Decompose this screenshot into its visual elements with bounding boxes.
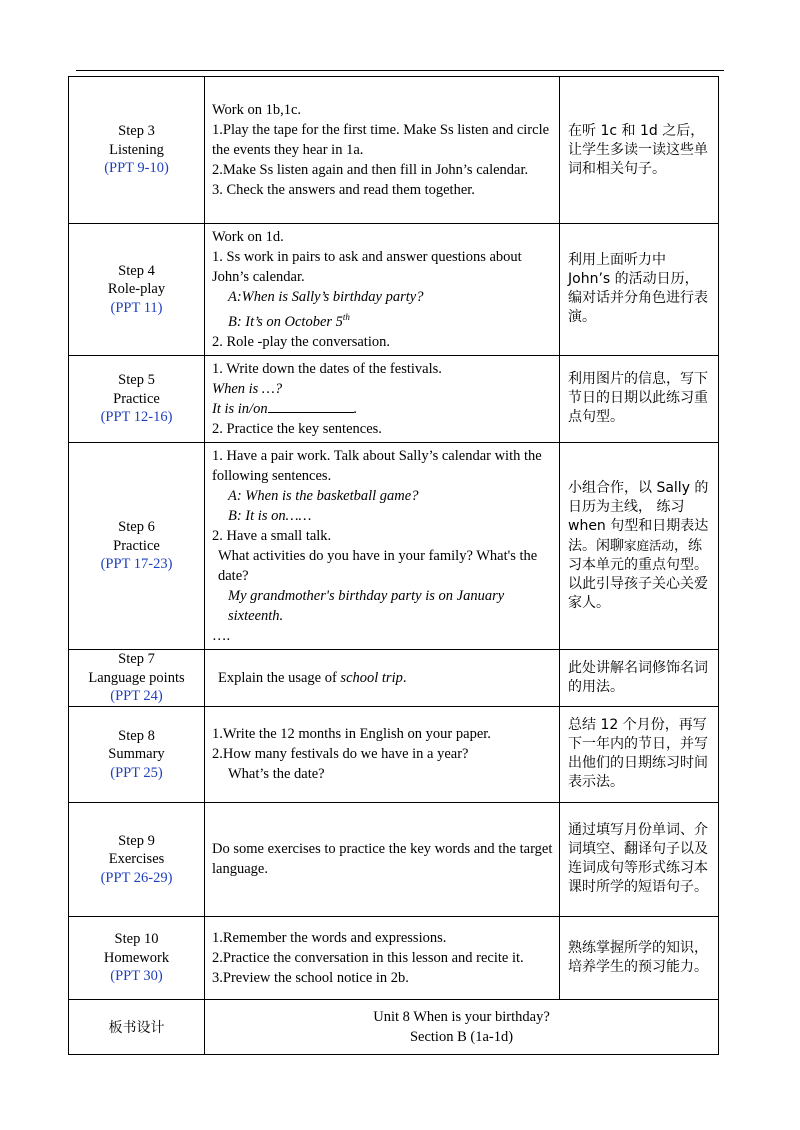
activity-cell bbox=[205, 916, 560, 999]
step-title: Step 3 bbox=[118, 123, 155, 140]
ppt-ref: (PPT 30) bbox=[110, 968, 163, 985]
note-cell: 通过填写月份单词、介词填空、翻译句子以及连词成句等形式练习本课时所学的短语句子。 bbox=[560, 802, 719, 916]
pattern-text: It is in/on bbox=[212, 400, 268, 417]
note-cell: 熟练掌握所学的知识，培养学生的预习能力。 bbox=[560, 916, 719, 999]
key-phrase: school trip bbox=[340, 669, 403, 686]
table-row-step-10 bbox=[69, 916, 719, 999]
activity-line: …. bbox=[212, 627, 231, 644]
activity-line: 1.Write the 12 months in English on your paper. bbox=[212, 726, 491, 743]
note-cell: 利用图片的信息，写下节日的日期以此练习重点句型。 bbox=[560, 355, 719, 442]
activity-line: 1.Play the tape for the first time. Make Ss listen and circle the events they hear in 1a. bbox=[212, 122, 550, 158]
activity-line: 3.Preview the school notice in 2b. bbox=[212, 969, 409, 986]
fill-blank bbox=[268, 399, 354, 413]
step-title: Step 4 bbox=[118, 262, 155, 279]
step-cell bbox=[69, 224, 205, 356]
dialogue-line: A:When is Sally’s birthday party? bbox=[228, 289, 424, 305]
activity-line: 2.How many festivals do we have in a year? bbox=[212, 746, 469, 763]
step-name: Practice bbox=[113, 390, 160, 407]
board-line: Section B (1a-1d) bbox=[409, 1028, 514, 1045]
dialogue-line: B: It is on…… bbox=[228, 507, 312, 524]
step-name: Practice bbox=[113, 537, 160, 554]
activity-line: 2.Make Ss listen again and then fill in John’s calendar. bbox=[212, 162, 529, 178]
table-row-step-8 bbox=[69, 706, 719, 802]
step-cell bbox=[69, 916, 205, 999]
step-name: Listening bbox=[109, 141, 164, 158]
dialogue-line: My grandmother's birthday party is on January sixteenth. bbox=[228, 587, 505, 624]
sentence-pattern bbox=[212, 399, 553, 419]
ppt-ref: (PPT 24) bbox=[110, 688, 163, 705]
activity-line: 1. Write down the dates of the festivals. bbox=[212, 360, 442, 377]
board-label: 板书设计 bbox=[69, 999, 205, 1054]
step-name: Exercises bbox=[108, 851, 165, 868]
activity-cell bbox=[205, 802, 560, 916]
step-title: Step 6 bbox=[118, 519, 155, 536]
activity-line: Work on 1d. bbox=[212, 229, 284, 245]
note-cell: 在听 1c 和 1d 之后，让学生多读一读这些单词和相关句子。 bbox=[560, 77, 719, 224]
table-row-board bbox=[69, 999, 719, 1054]
activity-line: 1. Have a pair work. Talk about Sally’s calendar with the following sentences. bbox=[212, 447, 542, 484]
note-text: ，练习本单元的重点句型。以此引导孩子关心关爱家人。 bbox=[568, 537, 708, 611]
step-title: Step 10 bbox=[114, 931, 159, 948]
activity-line: 2. Have a small talk. bbox=[212, 527, 332, 544]
step-cell bbox=[69, 355, 205, 442]
step-cell bbox=[69, 802, 205, 916]
activity-line: 2. Role -play the conversation. bbox=[212, 333, 390, 350]
note-cell: 总结 12 个月份，再写下一年内的节日，并写出他们的日期练习时间表示法。 bbox=[560, 706, 719, 802]
lesson-plan-table bbox=[68, 76, 719, 1055]
ppt-ref: (PPT 25) bbox=[110, 764, 163, 781]
sentence-pattern: When is …? bbox=[212, 380, 283, 397]
step-title: Step 9 bbox=[118, 832, 155, 849]
table-row-step-3 bbox=[69, 77, 719, 224]
step-name: Language points bbox=[88, 669, 185, 686]
ppt-ref: (PPT 17-23) bbox=[100, 556, 173, 573]
note-text: 家庭活动 bbox=[624, 537, 675, 553]
board-line: Unit 8 When is your birthday? bbox=[373, 1008, 550, 1025]
ordinal-suffix: th bbox=[342, 312, 350, 322]
step-cell bbox=[69, 706, 205, 802]
step-name: Homework bbox=[103, 949, 170, 966]
step-name: Role-play bbox=[107, 281, 166, 298]
activity-line: What’s the date? bbox=[228, 766, 325, 783]
activity-line: 1.Remember the words and expressions. bbox=[212, 929, 447, 946]
step-cell bbox=[69, 649, 205, 706]
activity-line bbox=[212, 668, 553, 688]
board-content bbox=[205, 999, 719, 1054]
dialogue-line bbox=[212, 307, 553, 332]
activity-cell bbox=[205, 77, 560, 224]
pattern-end: . bbox=[353, 400, 358, 417]
activity-text: Explain the usage of bbox=[218, 669, 341, 686]
ppt-ref: (PPT 26-29) bbox=[100, 869, 173, 886]
step-name: Summary bbox=[108, 746, 165, 763]
note-text: 小组合作，以 Sally 的日历为主线， 练习 when 句型和日期表达法。闲聊 bbox=[568, 479, 709, 554]
table-row-step-5 bbox=[69, 355, 719, 442]
activity-line: 1. Ss work in pairs to ask and answer questions about John’s calendar. bbox=[212, 249, 522, 285]
note-cell bbox=[560, 442, 719, 649]
table-row-step-9 bbox=[69, 802, 719, 916]
ppt-ref: (PPT 12-16) bbox=[100, 409, 173, 426]
activity-line: Do some exercises to practice the key words and the target language. bbox=[212, 841, 553, 878]
table-row-step-4 bbox=[69, 224, 719, 356]
activity-cell bbox=[205, 224, 560, 356]
table-row-step-7 bbox=[69, 649, 719, 706]
header-rule bbox=[76, 70, 724, 71]
activity-line: 3. Check the answers and read them together. bbox=[212, 182, 475, 198]
activity-cell bbox=[205, 649, 560, 706]
activity-line: Work on 1b,1c. bbox=[212, 102, 302, 118]
dialogue-text: B: It’s on October 5 bbox=[228, 313, 343, 330]
table-row-step-6 bbox=[69, 442, 719, 649]
activity-line: 2. Practice the key sentences. bbox=[212, 420, 382, 437]
step-cell bbox=[69, 77, 205, 224]
step-title: Step 8 bbox=[118, 727, 155, 744]
note-cell: 此处讲解名词修饰名词的用法。 bbox=[560, 649, 719, 706]
activity-cell bbox=[205, 706, 560, 802]
dialogue-line: A: When is the basketball game? bbox=[228, 487, 419, 504]
activity-cell bbox=[205, 355, 560, 442]
note-cell: 利用上面听力中 John’s 的活动日历，编对话并分角色进行表演。 bbox=[560, 224, 719, 356]
activity-cell bbox=[205, 442, 560, 649]
step-title: Step 5 bbox=[118, 372, 155, 389]
activity-line: 2.Practice the conversation in this lesson and recite it. bbox=[212, 949, 524, 966]
step-cell bbox=[69, 442, 205, 649]
activity-line: What activities do you have in your family? What's the date? bbox=[218, 547, 538, 584]
step-title: Step 7 bbox=[118, 651, 155, 668]
activity-text: . bbox=[402, 669, 407, 686]
ppt-ref: (PPT 11) bbox=[110, 299, 163, 316]
ppt-ref: (PPT 9-10) bbox=[104, 160, 169, 177]
